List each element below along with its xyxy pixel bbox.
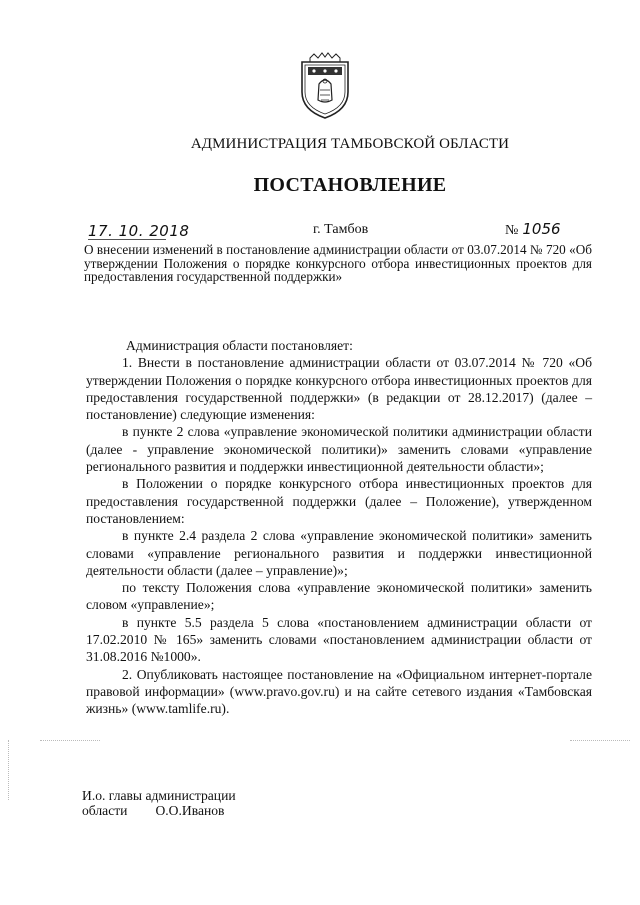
document-date: 17. 10. 2018 bbox=[88, 222, 190, 240]
date-underline bbox=[88, 239, 166, 240]
document-type-title: ПОСТАНОВЛЕНИЕ bbox=[253, 174, 447, 196]
body-paragraph: в Положении о порядке конкурсного отбора инвестиционных проектов для предоставления государственной поддержки (далее – Положение), утвержденном постановлением: bbox=[86, 476, 592, 526]
coat-of-arms-icon bbox=[296, 52, 354, 120]
document-number bbox=[505, 220, 561, 239]
signer-position: И.о. главы администрации bbox=[82, 788, 236, 803]
body-paragraph: в пункте 2 слова «управление экономической политики администрации области (далее - управление экономической политики)» заменить словами «управление регионального развития и поддержки инвестиционной деятельности области»; bbox=[86, 424, 592, 475]
signer-position-cont: области bbox=[82, 803, 128, 818]
scan-dotted-mark bbox=[40, 740, 100, 741]
scan-dotted-mark bbox=[570, 740, 630, 741]
document-subject: О внесении изменений в постановление администрации области от 03.07.2014 № 720 «Об утверждении Положения о порядке конкурсного отбора инвестиционных проектов для предоставления государственной поддержки» bbox=[84, 242, 592, 285]
body-paragraph: в пункте 2.4 раздела 2 слова «управление экономической политики» заменить словами «управление регионального развития и поддержки инвестиционной деятельности области (далее – управление)»; bbox=[86, 528, 592, 578]
body-paragraph: 1. Внести в постановление администрации области от 03.07.2014 № 720 «Об утверждении Положения о порядке конкурсного отбора инвестиционных проектов для предоставления государственной поддержки» (в редакции от 28.12.2017) (далее – постановление) следующие изменения: bbox=[86, 355, 592, 423]
document-body bbox=[86, 337, 592, 718]
document-city: г. Тамбов bbox=[313, 222, 369, 237]
body-paragraph: 2. Опубликовать настоящее постановление на «Официальном интернет-портале правовой информации» (www.pravo.gov.ru) и на сайте сетевого издания «Тамбовская жизнь» (www.tamlife.ru). bbox=[86, 666, 592, 717]
body-paragraph: Администрация области постановляет: bbox=[126, 338, 353, 353]
body-paragraph: по тексту Положения слова «управление экономической политики» заменить словом «управление»; bbox=[86, 580, 592, 613]
organization-title: АДМИНИСТРАЦИЯ ТАМБОВСКОЙ ОБЛАСТИ bbox=[190, 136, 510, 152]
scan-edge-mark bbox=[8, 740, 9, 800]
number-sign: № bbox=[505, 223, 519, 238]
number-value: 1056 bbox=[522, 220, 561, 238]
signature-block bbox=[82, 788, 236, 818]
signer-name: О.О.Иванов bbox=[155, 803, 225, 818]
body-paragraph: в пункте 5.5 раздела 5 слова «постановлением администрации области от 17.02.2010 № 165» заменить словами «постановлением администрации области от 31.08.2016 №1000». bbox=[86, 614, 592, 665]
signer-line bbox=[82, 803, 236, 818]
